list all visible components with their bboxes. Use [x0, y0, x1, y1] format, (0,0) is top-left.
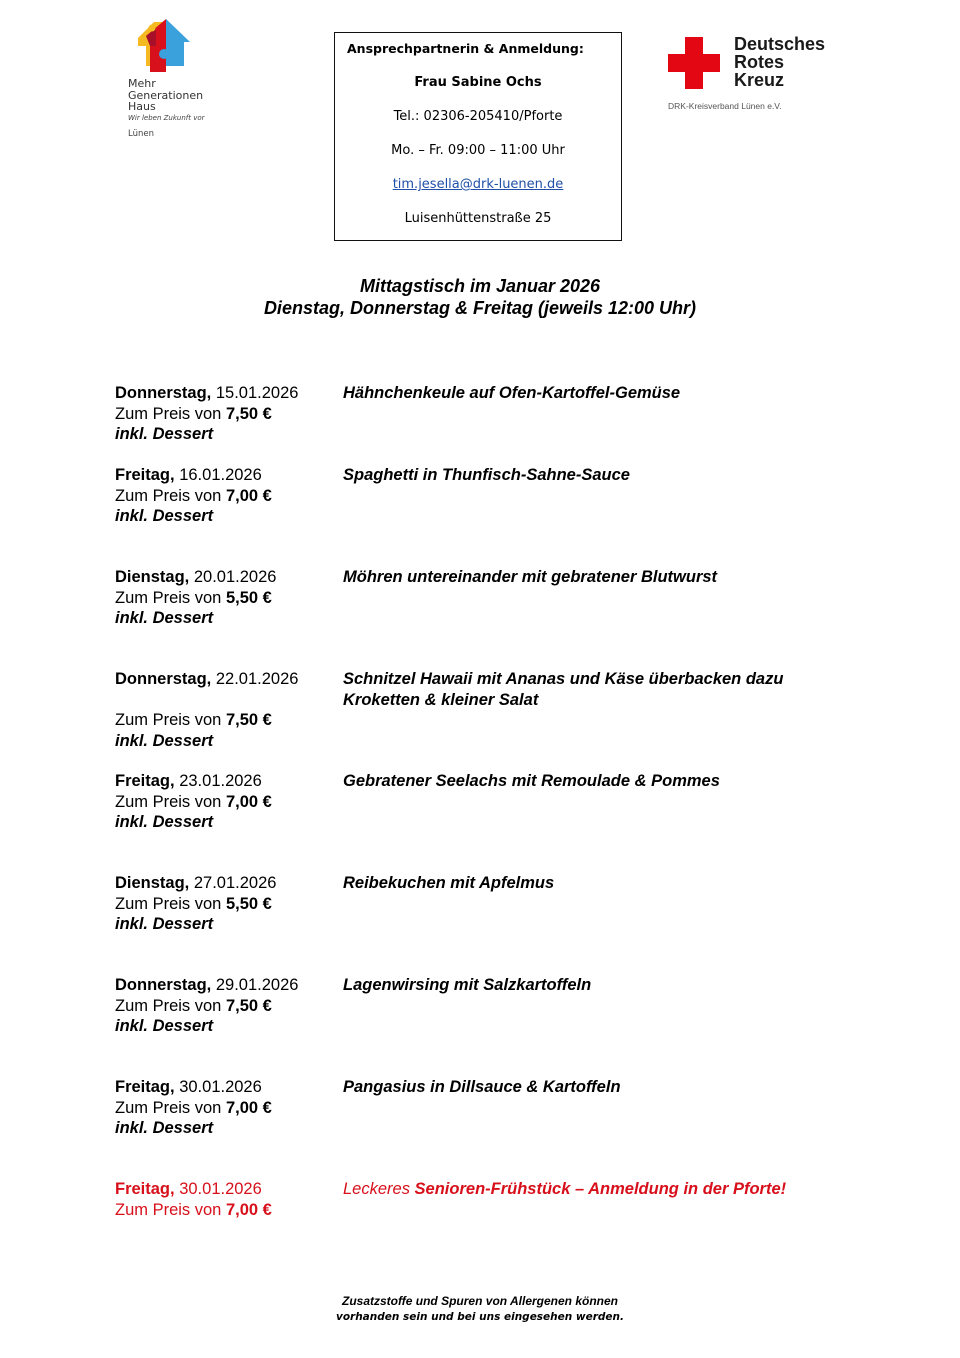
entry-day: Freitag, [115, 772, 175, 790]
mgh-tagline: Wir leben Zukunft vor [128, 113, 205, 122]
entry-date: 30.01.2026 [179, 1180, 262, 1198]
entry-day: Donnerstag, [115, 384, 212, 402]
entry-dish: Schnitzel Hawaii mit Ananas und Käse überbacken dazu Kroketten & kleiner Salat [343, 670, 784, 709]
entry-day: Freitag, [115, 1078, 175, 1096]
entry-price: 7,00 € [225, 1098, 272, 1117]
entry-dessert: inkl. Dessert [115, 915, 214, 933]
entry-dessert: inkl. Dessert [115, 1017, 214, 1035]
entry-dish: Spaghetti in Thunfisch-Sahne-Sauce [343, 466, 630, 484]
entry-dessert: inkl. Dessert [115, 813, 214, 831]
entry-day: Dienstag, [115, 568, 190, 586]
contact-email-link[interactable]: tim.jesella@drk-luenen.de [392, 177, 564, 192]
contact-box [334, 32, 622, 241]
entry-date: 16.01.2026 [179, 466, 262, 484]
entry-date: 20.01.2026 [193, 568, 277, 586]
drk-subtitle: DRK-Kreisverband Lünen e.V. [668, 101, 782, 111]
entry-price: 7,00 € [225, 486, 272, 505]
entry-date: 22.01.2026 [215, 670, 299, 688]
entry-date: 27.01.2026 [193, 874, 277, 892]
entry-dessert: inkl. Dessert [115, 731, 214, 750]
mgh-logo [128, 16, 228, 139]
entry-price: 7,50 € [225, 711, 272, 729]
entry-dessert: inkl. Dessert [115, 1119, 214, 1137]
entry-price: 7,00 € [225, 1200, 272, 1219]
entry-day: Dienstag, [115, 874, 190, 892]
mgh-city: Lünen [128, 128, 154, 139]
entry-day: Freitag, [115, 1180, 175, 1198]
contact-heading: Ansprechpartnerin & Anmeldung: [347, 41, 584, 56]
entry-date: 15.01.2026 [215, 384, 299, 402]
page-subtitle: Dienstag, Donnerstag & Freitag (jeweils 12:00 Uhr) [263, 298, 697, 318]
entry-price: 7,50 € [225, 404, 272, 423]
entry-day: Donnerstag, [115, 670, 212, 688]
entry-dish: Leckeres Senioren-Frühstück – Anmeldung in der Pforte! [343, 1180, 787, 1198]
red-cross-icon [668, 37, 720, 89]
allergen-note: Zusatzstoffe und Spuren von Allergenen können vorhanden sein und bei uns eingesehen werden. [335, 1294, 625, 1323]
mgh-name: Mehr Generationen Haus [128, 77, 204, 113]
entry-day: Donnerstag, [115, 976, 212, 994]
contact-phone: Tel.: 02306-205410/Pforte [393, 109, 563, 124]
entry-day: Freitag, [115, 466, 175, 484]
entry-dish: Hähnchenkeule auf Ofen-Kartoffel-Gemüse [343, 384, 681, 402]
contact-address: Luisenhüttenstraße 25 [404, 211, 552, 226]
entry-date: 23.01.2026 [179, 772, 262, 790]
entry-dessert: inkl. Dessert [115, 425, 214, 443]
entry-price: 7,00 € [225, 792, 272, 811]
entry-date: 29.01.2026 [215, 976, 299, 994]
entry-dish: Pangasius in Dillsauce & Kartoffeln [343, 1078, 621, 1096]
contact-hours: Mo. – Fr. 09:00 – 11:00 Uhr [391, 143, 565, 158]
entry-dish: Lagenwirsing mit Salzkartoffeln [343, 976, 592, 994]
entry-dish: Möhren untereinander mit gebratener Blutwurst [343, 568, 718, 586]
house-puzzle-icon [132, 16, 194, 72]
entry-dish: Gebratener Seelachs mit Remoulade & Pommes [343, 772, 720, 790]
entry-dessert: inkl. Dessert [115, 507, 214, 525]
entry-price: 5,50 € [225, 894, 272, 913]
drk-name: Deutsches Rotes Kreuz [734, 34, 826, 90]
entry-dessert: inkl. Dessert [115, 609, 214, 627]
page-title: Mittagstisch im Januar 2026 [359, 276, 601, 296]
contact-name: Frau Sabine Ochs [414, 75, 542, 90]
entry-price: 7,50 € [225, 996, 272, 1015]
entry-price: 5,50 € [225, 588, 272, 607]
entry-dish: Reibekuchen mit Apfelmus [343, 874, 555, 892]
entry-date: 30.01.2026 [179, 1078, 262, 1096]
